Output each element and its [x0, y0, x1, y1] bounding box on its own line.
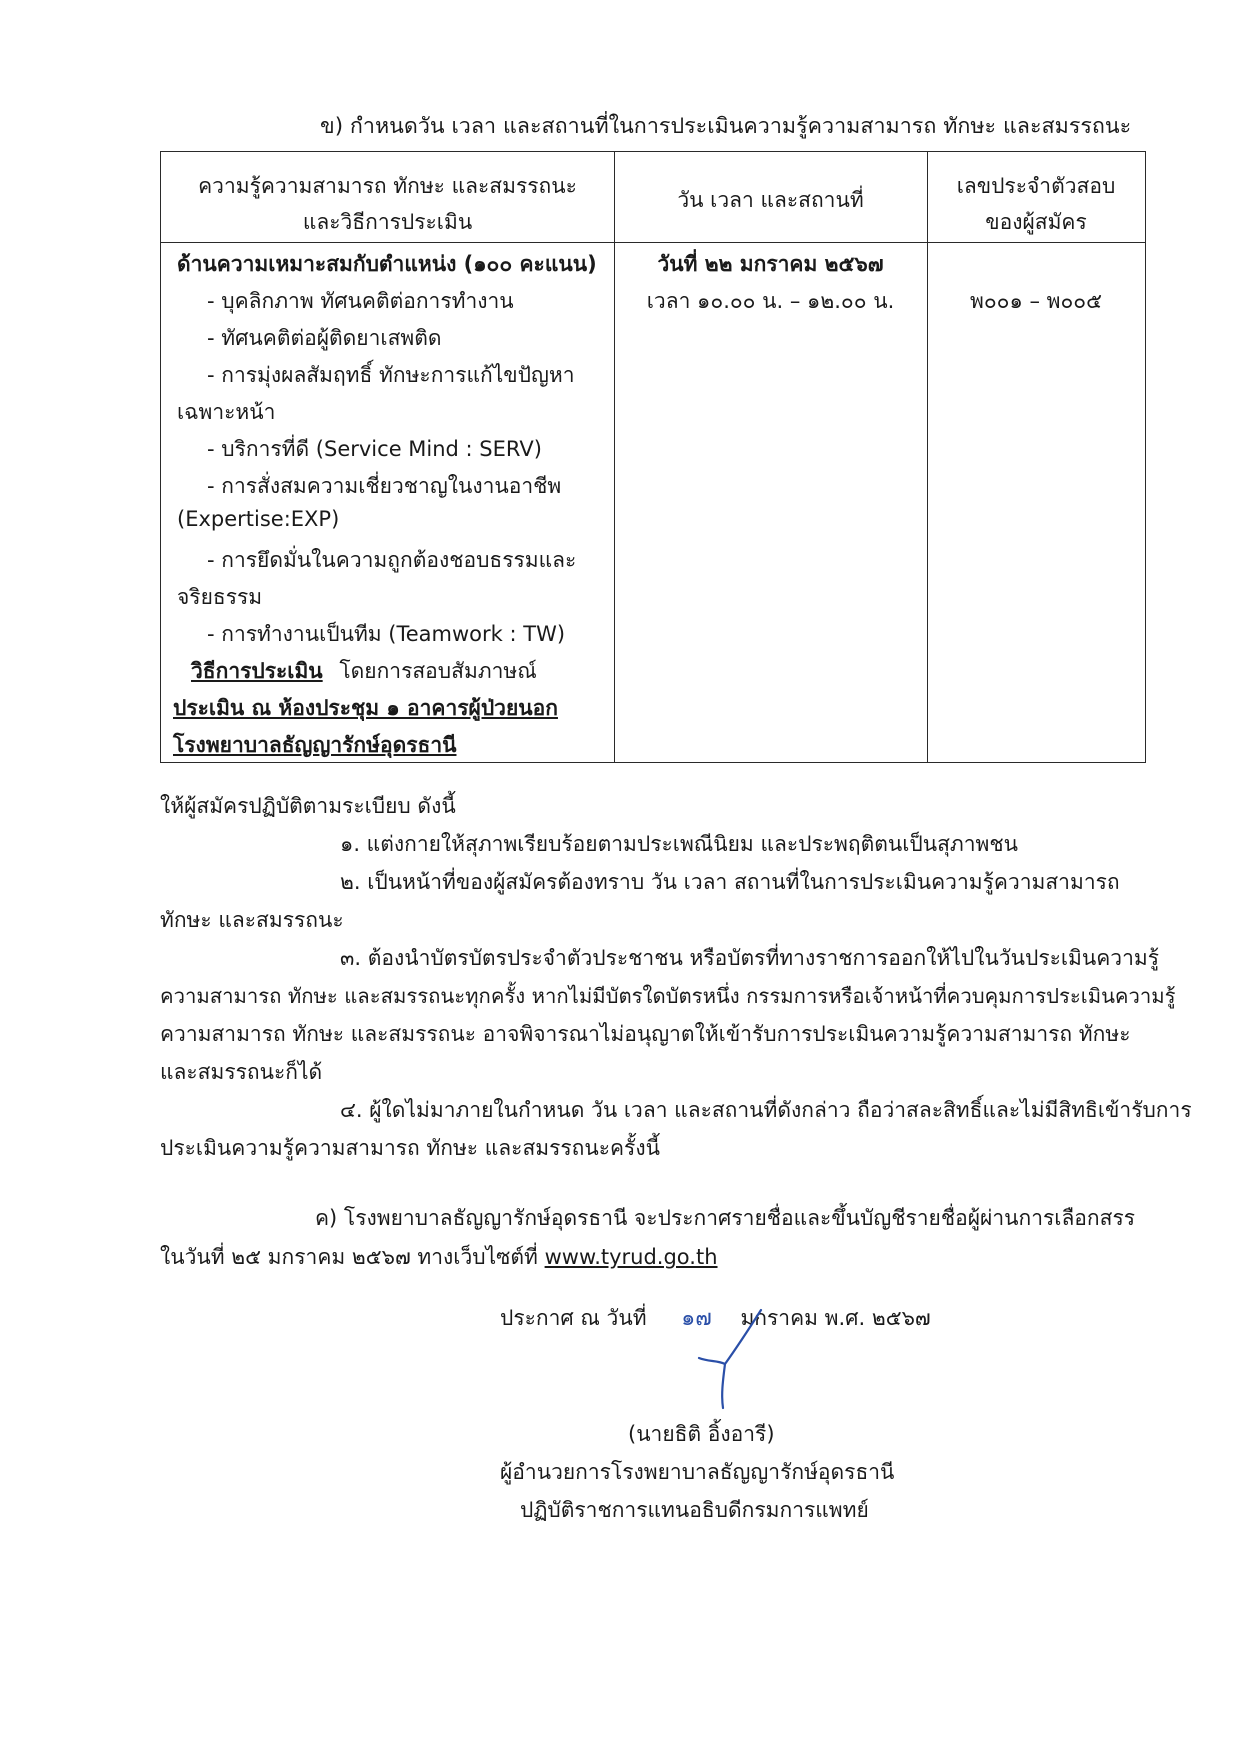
competency-item-cont: เฉพาะหน้า: [177, 400, 276, 424]
section-c-text: ค) โรงพยาบาลธัญญารักษ์อุดรธานี จะประกาศรายชื่อและขึ้นบัญชีรายชื่อผู้ผ่านการเลือกสรร: [315, 1206, 1136, 1230]
signatory-name: (นายธิติ อิ้งอารี): [628, 1422, 775, 1446]
table-header-ids: เลขประจำตัวสอบ ของผู้สมัคร: [956, 174, 1116, 234]
location-line: ประเมิน ณ ห้องประชุม ๑ อาคารผู้ป่วยนอก: [173, 696, 558, 720]
table-header-divider: [161, 242, 1145, 243]
section-c-date: ในวันที่ ๒๕ มกราคม ๒๕๖๗ ทางเว็บไซต์ที่ www.tyrud.go.th: [160, 1245, 718, 1269]
table-header-datetime: วัน เวลา และสถานที่: [677, 188, 864, 212]
assessment-time: เวลา ๑๐.๐๐ น. – ๑๒.๐๐ น.: [646, 289, 895, 313]
rule-3-cont: และสมรรถนะก็ได้: [160, 1060, 323, 1084]
announce-day: ๑๗: [681, 1306, 712, 1331]
table-divider: [614, 152, 615, 762]
competency-item-cont: (Expertise:EXP): [177, 507, 340, 531]
assessment-method: [191, 655, 537, 688]
assessment-table: [160, 151, 1146, 763]
table-header-competency: ความรู้ความสามารถ ทักษะ และสมรรถนะ และวิธีการประเมิน: [198, 174, 577, 234]
rule-2: ๒. เป็นหน้าที่ของผู้สมัครต้องทราบ วัน เวลา สถานที่ในการประเมินความรู้ความสามารถ: [340, 870, 1120, 894]
competency-item-cont: จริยธรรม: [177, 585, 263, 609]
competency-item: - ทัศนคติต่อผู้ติดยาเสพติด: [207, 326, 442, 350]
competency-item: - บริการที่ดี (Service Mind : SERV): [207, 437, 542, 461]
rule-2-cont: ทักษะ และสมรรถนะ: [160, 908, 344, 932]
competency-item: - การสั่งสมความเชี่ยวชาญในงานอาชีพ: [207, 474, 562, 498]
competency-item: - บุคลิกภาพ ทัศนคติต่อการทำงาน: [207, 289, 514, 313]
signatory-acting: ปฏิบัติราชการแทนอธิบดีกรมการแพทย์: [520, 1498, 869, 1522]
method-text: โดยการสอบสัมภาษณ์: [339, 659, 537, 683]
section-b-heading: ข) กำหนดวัน เวลา และสถานที่ในการประเมินความรู้ความสามารถ ทักษะ และสมรรถนะ: [320, 114, 1132, 139]
website-link[interactable]: www.tyrud.go.th: [544, 1245, 718, 1269]
signature-mark: [695, 1302, 765, 1412]
method-label: วิธีการประเมิน: [191, 659, 323, 683]
competency-title: ด้านความเหมาะสมกับตำแหน่ง (๑๐๐ คะแนน): [177, 252, 597, 276]
rule-3-cont: ความสามารถ ทักษะ และสมรรถนะทุกครั้ง หากไม่มีบัตรใดบัตรหนึ่ง กรรมการหรือเจ้าหน้าที่ควบคุมการประเมินความรู้: [160, 984, 1176, 1008]
location-line: โรงพยาบาลธัญญารักษ์อุดรธานี: [173, 733, 457, 757]
competency-item: - การมุ่งผลสัมฤทธิ์ ทักษะการแก้ไขปัญหา: [207, 363, 575, 387]
announce-line: ประกาศ ณ วันที่ ๑๗ มกราคม พ.ศ. ๒๕๖๗: [500, 1300, 931, 1335]
table-divider: [927, 152, 928, 762]
competency-item: - การทำงานเป็นทีม (Teamwork : TW): [207, 622, 566, 646]
rule-3-cont: ความสามารถ ทักษะ และสมรรถนะ อาจพิจารณาไม่อนุญาตให้เข้ารับการประเมินความรู้ความสามารถ ทักษะ: [160, 1022, 1131, 1046]
candidate-ids: พ๐๐๑ – พ๐๐๕: [969, 289, 1103, 313]
rules-intro: ให้ผู้สมัครปฏิบัติตามระเบียบ ดังนี้: [160, 794, 456, 818]
rule-4-cont: ประเมินความรู้ความสามารถ ทักษะ และสมรรถนะครั้งนี้: [160, 1136, 660, 1160]
signatory-title: ผู้อำนวยการโรงพยาบาลธัญญารักษ์อุดรธานี: [500, 1460, 895, 1484]
rule-4: ๔. ผู้ใดไม่มาภายในกำหนด วัน เวลา และสถานที่ดังกล่าว ถือว่าสละสิทธิ์และไม่มีสิทธิเข้ารับการ: [340, 1098, 1192, 1122]
rule-1: ๑. แต่งกายให้สุภาพเรียบร้อยตามประเพณีนิยม และประพฤติตนเป็นสุภาพชน: [340, 832, 1018, 856]
assessment-date: วันที่ ๒๒ มกราคม ๒๕๖๗: [657, 252, 884, 276]
rule-3: ๓. ต้องนำบัตรบัตรประจำตัวประชาชน หรือบัตรที่ทางราชการออกให้ไปในวันประเมินความรู้: [340, 946, 1160, 970]
competency-item: - การยึดมั่นในความถูกต้องชอบธรรมและ: [207, 548, 577, 572]
